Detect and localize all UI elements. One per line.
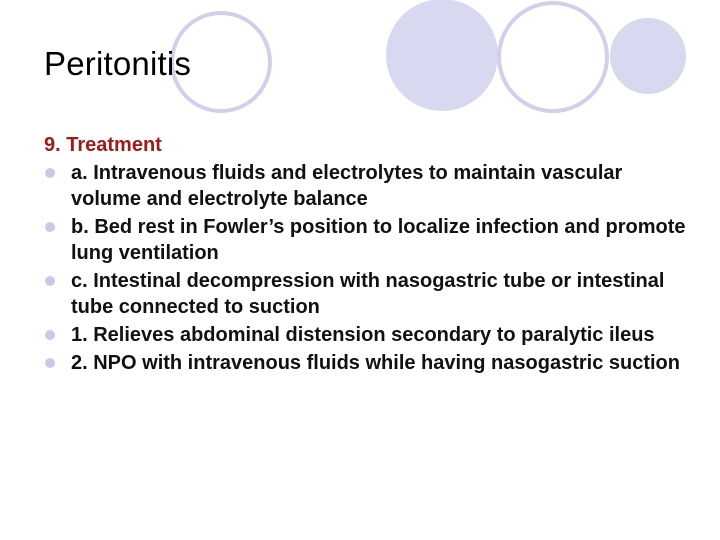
bullet-icon [45, 330, 55, 340]
list-item [44, 268, 694, 320]
bullet-icon [45, 276, 55, 286]
bullet-icon [45, 358, 55, 368]
slide-body [44, 132, 694, 378]
list-item-text: b. Bed rest in Fowler’s position to localize infection and promote lung ventilation [71, 216, 686, 264]
bullet-list [44, 160, 694, 376]
list-item-text: 2. NPO with intravenous fluids while having nasogastric suction [71, 352, 680, 374]
outline-circle-2 [499, 3, 607, 111]
list-item-text: c. Intestinal decompression with nasogastric tube or intestinal tube connected to suction [71, 270, 665, 318]
bullet-icon [45, 222, 55, 232]
list-item [44, 322, 694, 348]
filled-circle-2 [610, 18, 686, 94]
bullet-icon [45, 168, 55, 178]
list-item-text: a. Intravenous fluids and electrolytes to maintain vascular volume and electrolyte balance [71, 162, 623, 210]
list-item [44, 214, 694, 266]
filled-circle-1 [386, 0, 498, 111]
list-item [44, 160, 694, 212]
list-item [44, 350, 694, 376]
section-heading: 9. Treatment [44, 134, 162, 156]
slide-title: Peritonitis [44, 45, 192, 82]
list-item-text: 1. Relieves abdominal distension secondary to paralytic ileus [71, 324, 655, 346]
